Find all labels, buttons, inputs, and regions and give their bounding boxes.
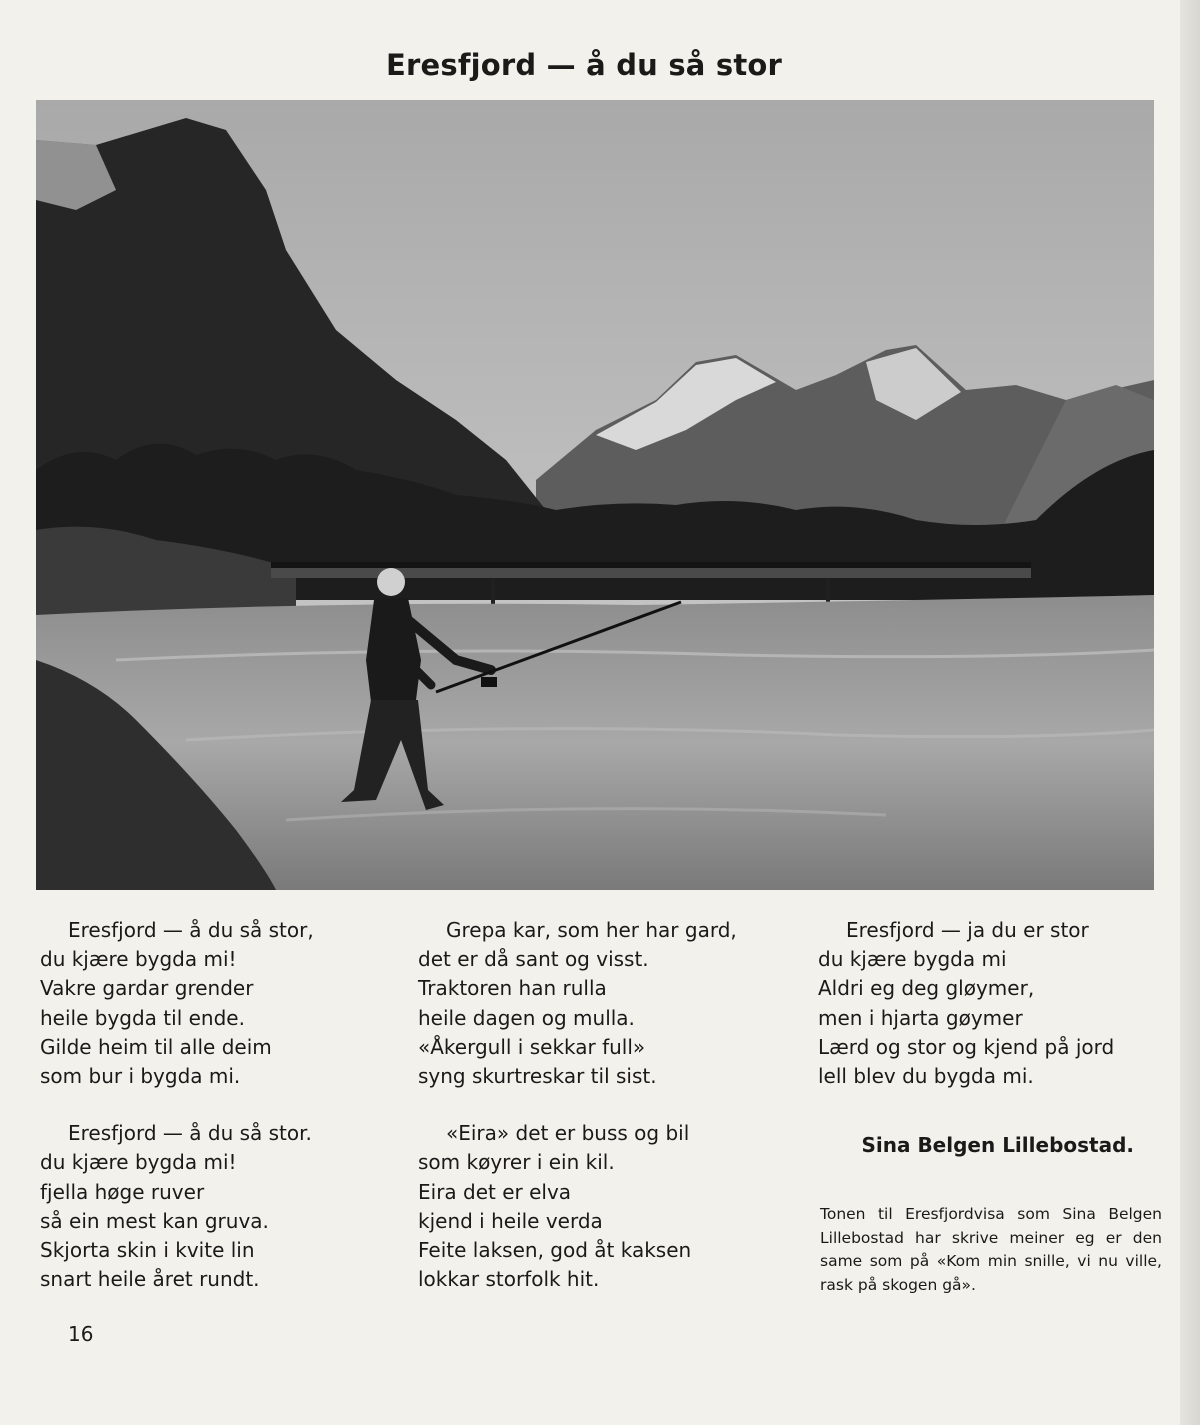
poem-line: fjella høge ruver [40, 1179, 205, 1204]
poem-stanza [418, 916, 737, 1091]
bridge-deck [271, 562, 1031, 568]
poem-line: syng skurtreskar til sist. [418, 1064, 657, 1089]
poem-line: du kjære bygda mi! [40, 1150, 237, 1175]
melody-note: Tonen til Eresfjordvisa som Sina Belgen Lillebostad har skrive meiner eg er den same som på «Kom min snille, vi nu ville, rask på skogen gå». [820, 1205, 1162, 1294]
poem-column-1 [40, 916, 314, 1294]
page-title: Eresfjord — å du så stor [385, 48, 783, 82]
poem-line: Eresfjord — å du så stor, [68, 918, 314, 942]
landscape-photo [36, 100, 1154, 890]
poem-line: du kjære bygda mi [818, 947, 1007, 972]
poem-column-2 [418, 916, 737, 1294]
page-edge [1180, 0, 1200, 1425]
poem-line: heile dagen og mulla. [418, 1005, 635, 1030]
poem-line: Eresfjord — ja du er stor [846, 918, 1089, 942]
poem-line: Feite laksen, god åt kaksen [418, 1238, 692, 1263]
poem-line: lokkar storfolk hit. [418, 1267, 600, 1292]
poem-line: men i hjarta gøymer [818, 1005, 1023, 1030]
landscape-photo-icon [36, 100, 1154, 890]
poem-line: Vakre gardar grender [40, 976, 254, 1001]
poem-line: snart heile året rundt. [40, 1267, 260, 1292]
poem-stanza [40, 1119, 314, 1294]
poem-line: som bur i bygda mi. [40, 1064, 241, 1089]
poem-line: lell blev du bygda mi. [818, 1064, 1034, 1089]
page-number: 16 [68, 1322, 94, 1346]
poem-line: kjend i heile verda [418, 1208, 603, 1233]
poem-line: Grepa kar, som her har gard, [446, 918, 737, 942]
poem-line: som køyrer i ein kil. [418, 1150, 615, 1175]
bridge-pillar [491, 578, 495, 606]
poem-line: heile bygda til ende. [40, 1005, 245, 1030]
poem-line: Traktoren han rulla [418, 976, 607, 1001]
poem-line: Aldri eg deg gløymer, [818, 976, 1035, 1001]
poem-line: «Åkergull i sekkar full» [418, 1034, 646, 1059]
poem-column-3 [818, 916, 1114, 1091]
poem-stanza [818, 916, 1114, 1091]
poem-line: Lærd og stor og kjend på jord [818, 1034, 1115, 1059]
poem-line: du kjære bygda mi! [40, 947, 237, 972]
poem-line: Eira det er elva [418, 1179, 572, 1204]
bridge-pillar [826, 578, 830, 604]
poem-stanza [418, 1119, 737, 1294]
poem-line: «Eira» det er buss og bil [446, 1121, 690, 1146]
poem-line: det er då sant og visst. [418, 947, 649, 972]
poem-line: Skjorta skin i kvite lin [40, 1238, 255, 1263]
poem-author: Sina Belgen Lillebostad. [861, 1133, 1134, 1157]
poem-stanza [40, 916, 314, 1091]
poem-line: så ein mest kan gruva. [40, 1208, 269, 1233]
poem-line: Eresfjord — å du så stor. [68, 1121, 312, 1146]
poem-line: Gilde heim til alle deim [40, 1034, 272, 1059]
